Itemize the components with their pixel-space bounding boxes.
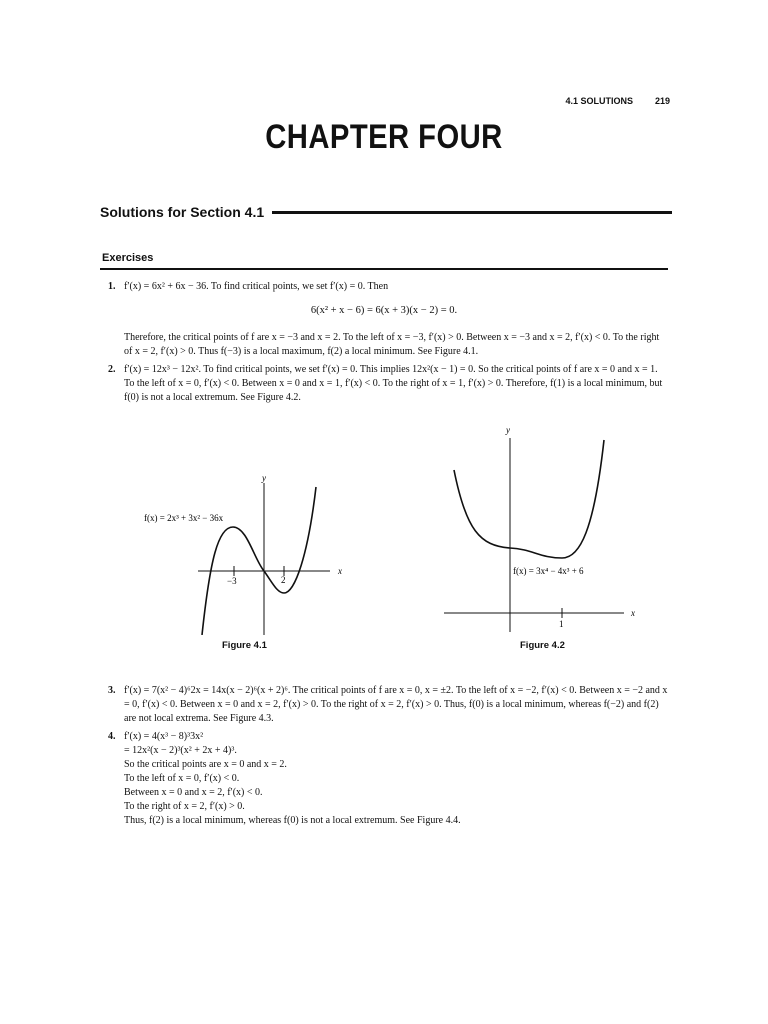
running-head	[565, 96, 670, 106]
running-head-section: 4.1 SOLUTIONS	[565, 96, 633, 106]
exercises-rule	[100, 268, 668, 270]
function-label: f(x) = 3x⁴ − 4x³ + 6	[513, 566, 584, 576]
problem-1-text: Therefore, the critical points of f are x = −3 and x = 2. To the left of x = −3, f′(x) > 0. Between x = −3 and x = 2, f′(x) < 0. To the right of x = 2, f′(x) > 0. Thus f(−3) is a local maximum, f(2) a local minimum. See Figure 4.1.	[124, 332, 660, 357]
problem-1-intro: f′(x) = 6x² + 6x − 36. To find critical points, we set f′(x) = 0. Then	[124, 281, 389, 292]
problem-4-line: To the right of x = 2, f′(x) > 0.	[124, 801, 245, 812]
section-heading-text: Solutions for Section 4.1	[100, 204, 265, 220]
problem-4-line: Between x = 0 and x = 2, f′(x) < 0.	[124, 787, 263, 798]
exercises-heading: Exercises	[102, 252, 154, 264]
problem-number: 3.	[108, 685, 116, 696]
figure-4-1-caption: Figure 4.1	[222, 640, 267, 651]
problem-4-line: To the left of x = 0, f′(x) < 0.	[124, 773, 240, 784]
tick-label: 1	[559, 619, 564, 629]
problem-3-text: f′(x) = 7(x² − 4)⁶2x = 14x(x − 2)⁶(x + 2)⁶. The critical points of f are x = 0, x = ±2. To the left of x = −2, f′(x) < 0. Between x = −2 and x = 0, f′(x) < 0. Between x = 0 and x = 2, f′(x) > 0. To the right of x = 2, f′(x) > 0. Thus, f(0) is a local minimum, whereas f(−2) and f(2) are not local extrema. See Figure 4.3.	[124, 685, 668, 724]
figure-4-1	[130, 465, 360, 635]
figure-4-2-caption: Figure 4.2	[520, 640, 565, 651]
y-axis-label: y	[506, 425, 510, 435]
problem-1-equation: 6(x² + x − 6) = 6(x + 3)(x − 2) = 0.	[310, 305, 458, 316]
problem-4-lines	[124, 730, 670, 828]
section-heading-rule	[272, 211, 672, 214]
x-axis-label: x	[631, 608, 635, 618]
function-curve	[202, 487, 316, 635]
problem-4-line: Thus, f(2) is a local minimum, whereas f(0) is not a local extremum. See Figure 4.4.	[124, 815, 461, 826]
figure-4-2	[440, 420, 650, 632]
page-number: 219	[654, 96, 670, 106]
problem-1-conclusion	[108, 331, 670, 359]
function-label: f(x) = 2x³ + 3x² − 36x	[144, 513, 224, 523]
x-axis-label: x	[338, 566, 342, 576]
section-heading	[100, 204, 672, 220]
tick-label: −3	[227, 576, 237, 586]
problem-1	[108, 280, 670, 294]
problem-number: 1.	[108, 281, 116, 292]
problem-4-line: = 12x²(x − 2)³(x² + 2x + 4)³.	[124, 745, 237, 756]
problem-4-line: So the critical points are x = 0 and x = 2.	[124, 759, 287, 770]
problem-4-line: f′(x) = 4(x³ − 8)³3x²	[124, 731, 204, 742]
problem-number: 4.	[108, 731, 116, 742]
problem-number: 2.	[108, 364, 116, 375]
function-curve	[454, 440, 604, 558]
y-axis-label: y	[262, 473, 266, 483]
problem-3	[108, 684, 670, 726]
problem-2-text: f′(x) = 12x³ − 12x². To find critical points, we set f′(x) = 0. This implies 12x²(x − 1) = 0. So the critical points of f are x = 0 and x = 1. To the left of x = 0, f′(x) < 0. Between x = 0 and x = 1, f′(x) < 0. To the right of x = 1, f′(x) > 0. Therefore, f(1) is a local minimum, but f(0) is not a local extremum. See Figure 4.2.	[124, 364, 663, 403]
tick-label: 2	[281, 575, 286, 585]
chapter-title: CHAPTER FOUR	[265, 118, 503, 156]
problem-4	[108, 730, 670, 828]
problem-2	[108, 363, 670, 405]
